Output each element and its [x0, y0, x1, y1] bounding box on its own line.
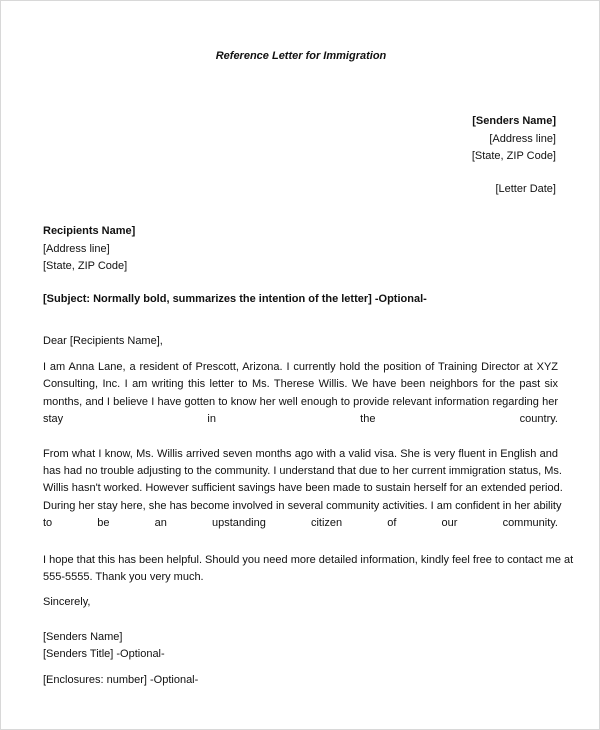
text-line: I hope that this has been helpful. Should you need more detailed information, kindly feel free to contact me at: [43, 554, 574, 566]
recipient-state: [State, ZIP Code]: [43, 260, 128, 272]
text-line: Consulting, Inc. I am writing this letter to Ms. Therese Willis. We have been neighbors for the past six: [43, 378, 558, 390]
enclosures: [Enclosures: number] -Optional-: [43, 674, 199, 686]
sender-state: [State, ZIP Code]: [471, 150, 556, 162]
salutation: Dear [Recipients Name],: [43, 335, 163, 347]
text-line: From what I know, Ms. Willis arrived seven months ago with a valid visa. She is very fluent in English and: [43, 448, 558, 460]
signature-title: [Senders Title] -Optional-: [43, 648, 165, 660]
letter-date: [Letter Date]: [495, 183, 556, 195]
text-line: to be an upstanding citizen of our community.: [43, 517, 558, 529]
text-line: During her stay here, she has become involved in several community activities. I am confident in her ability: [43, 500, 562, 512]
recipient-address: [Address line]: [43, 243, 110, 255]
letter-title: Reference Letter for Immigration: [215, 50, 387, 62]
text-line: stay in the country.: [43, 413, 558, 425]
text-line: Willis hasn't worked. However sufficient savings have been made to sustain herself for an extended period.: [43, 482, 563, 494]
signature-name: [Senders Name]: [43, 631, 123, 643]
closing: Sincerely,: [43, 596, 91, 608]
text-line: months, and I believe I have gotten to know her well enough to provide relevant information regarding her: [43, 396, 558, 408]
text-line: I am Anna Lane, a resident of Prescott, Arizona. I currently hold the position of Training Director at XYZ: [43, 361, 558, 373]
subject-line: [Subject: Normally bold, summarizes the intention of the letter] -Optional-: [43, 293, 427, 305]
sender-name: [Senders Name]: [472, 115, 556, 127]
text-line: has had no trouble adjusting to the community. I understand that due to her current immigration status, Ms.: [43, 465, 562, 477]
text-line: 555-5555. Thank you very much.: [43, 571, 204, 583]
recipient-name: Recipients Name]: [43, 225, 136, 237]
sender-address: [Address line]: [489, 133, 556, 145]
